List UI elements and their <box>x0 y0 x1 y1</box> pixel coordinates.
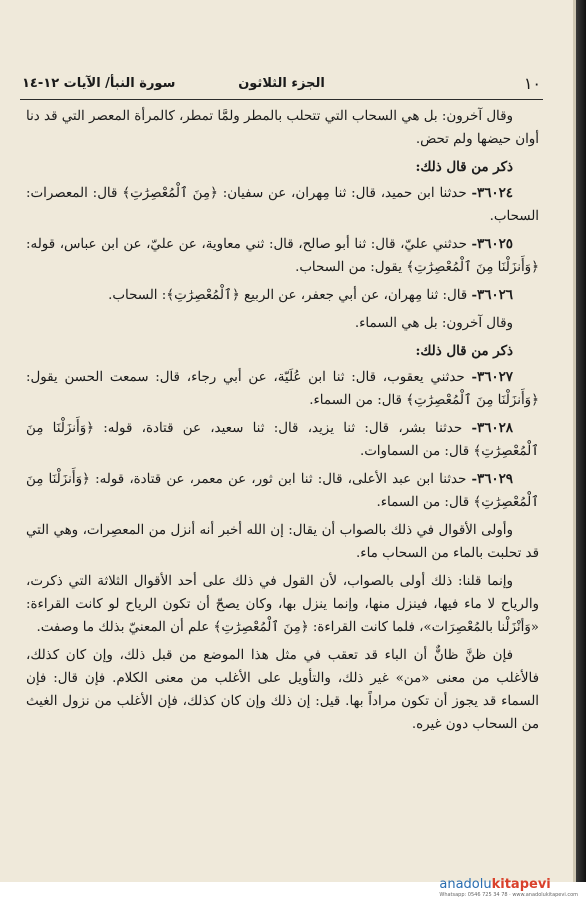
section-subheading <box>26 156 539 179</box>
part-title: الجزء الثلاثون <box>238 76 325 91</box>
logo-small-text: Whatsapp: 0546 725 34 78 · www.anadolukitapevi.com <box>439 892 578 898</box>
page-number: ١٠ <box>523 74 541 93</box>
paragraph <box>26 570 539 639</box>
numbered-narration <box>26 233 539 279</box>
header-rule <box>20 99 543 100</box>
numbered-narration <box>26 366 539 412</box>
narration-number: ٣٦٠٢٤- <box>471 185 513 201</box>
section-subheading <box>26 340 539 363</box>
narration-number: ٣٦٠٢٧- <box>471 369 513 385</box>
narration-number: ٣٦٠٢٨- <box>471 420 513 436</box>
numbered-narration <box>26 182 539 228</box>
paragraph <box>26 644 539 736</box>
numbered-narration <box>26 468 539 514</box>
logo-part1: anadolu <box>439 877 492 892</box>
logo-part2: kitapevi <box>491 877 551 892</box>
paragraph-text: فإن ظنَّ ظانٌّ أن الباء قد تعقب في مثل هذا الموضع من قبل ذلك، وإن كان كذلك، فالأغلب من معنى «من» غير ذلك، والتأويل على الأغلب من معنى الكلام. فإن قال: فإن السماء قد يجوز أن تكون مراداً بها. قيل: إن ذلك وإن كان كذلك، فإن الأغلب من نزول الغيث من السحاب دون غيره. <box>26 648 539 732</box>
paragraph-text: ذكر من قال ذلك: <box>415 159 513 175</box>
surah-info: سورة النبأ/ الآيات ١٢-١٤ <box>22 76 176 91</box>
paragraph-text: حدثني يعقوب، قال: ثنا ابن عُلَيّة، عن أبي رجاء، قال: سمعت الحسن يقول: ﴿وَأَنزَلْنَا مِنَ ٱلْمُعْصِرَٰتِ﴾ قال: من السماء. <box>26 370 539 408</box>
footer-strip <box>0 877 586 900</box>
paragraph-text: وإنما قلنا: ذلك أولى بالصواب، لأن القول في ذلك على أحد الأقوال الثلاثة التي ذكرت، والرياح لا ماء فيها، فينزل منها، وإنما ينزل بها، وكان يصحّ أن تكون الرياح لو كانت القراءة: «وَأنْزَلْنا بالمُعْصِرَات»، فلما كانت القراءة: ﴿مِنَ ٱلْمُعْصِرَٰتِ﴾ علم أن المعنيّ بذلك ما وصفت. <box>26 574 539 635</box>
paragraph <box>26 312 539 335</box>
paragraph-text: حدثنا ابن عبد الأعلى، قال: ثنا ابن ثور، عن معمر، عن قتادة، قوله: ﴿وَأَنزَلْنَا مِنَ ٱلْمُعْصِرَٰتِ﴾ قال: من السماء. <box>26 472 539 510</box>
numbered-narration <box>26 284 539 307</box>
paragraph-text: حدثنا بشر، قال: ثنا يزيد، قال: ثنا سعيد، عن قتادة، قوله: ﴿وَأَنزَلْنَا مِنَ ٱلْمُعْصِرَٰتِ﴾ قال: من السماوات. <box>26 421 539 459</box>
paragraph-text: وقال آخرون: بل هي السماء. <box>354 316 513 331</box>
page-header <box>22 74 541 98</box>
book-spine <box>576 0 586 900</box>
paragraph-text: ذكر من قال ذلك: <box>415 343 513 359</box>
paragraph-text: قال: ثنا مِهران، عن أبي جعفر، عن الربيع ﴿ٱلْمُعْصِرَٰتِ﴾: السحاب. <box>108 288 472 303</box>
publisher-logo <box>439 877 578 898</box>
numbered-narration <box>26 417 539 463</box>
paragraph-text: وقال آخرون: بل هي السحاب التي تتحلب بالمطر ولمَّا تمطر، كالمرأة المعصر التي قد دنا أوان حيضها ولم تحض. <box>26 109 539 147</box>
narration-number: ٣٦٠٢٥- <box>471 236 513 252</box>
paragraph <box>26 519 539 565</box>
paragraph-text: وأولى الأقوال في ذلك بالصواب أن يقال: إن الله أخبر أنه أنزل من المعصِرات، وهي التي قد تحلبت بالماء من السحاب ماء. <box>26 523 539 561</box>
narration-number: ٣٦٠٢٩- <box>471 471 513 487</box>
paragraph <box>26 105 539 151</box>
paragraph-text: حدثني عليّ، قال: ثنا أبو صالح، قال: ثني معاوية، عن عليّ، عن ابن عباس، قوله: ﴿وَأَنزَلْنَا مِنَ ٱلْمُعْصِرَٰتِ﴾ يقول: من السحاب. <box>26 237 539 275</box>
page-body <box>26 105 539 741</box>
paragraph-text: حدثنا ابن حميد، قال: ثنا مِهران، عن سفيان: ﴿مِنَ ٱلْمُعْصِرَٰتِ﴾ قال: المعصرات: السحاب. <box>26 186 539 224</box>
narration-number: ٣٦٠٢٦- <box>471 287 513 303</box>
